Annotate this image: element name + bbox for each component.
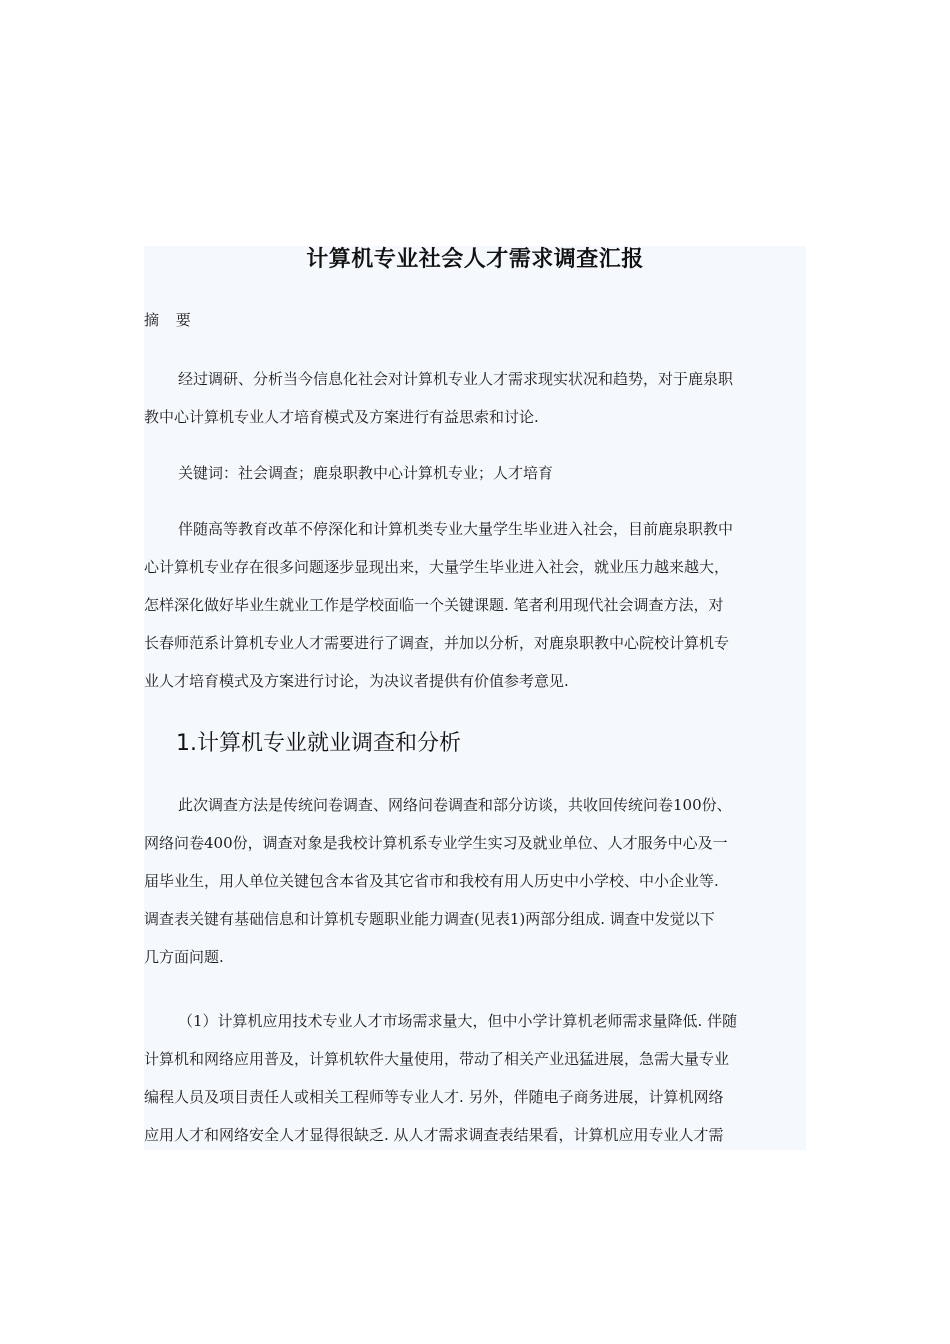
paragraph-line: 经过调研、分析当今信息化社会对计算机专业人才需求现实状况和趋势，对于鹿泉职 [178, 370, 734, 388]
abstract-paragraph [144, 360, 806, 436]
section-heading: 1.计算机专业就业调查和分析 [176, 731, 461, 756]
document-title: 计算机专业社会人才需求调查汇报 [306, 247, 644, 272]
keywords-paragraph [144, 454, 806, 492]
point1-paragraph [144, 1002, 806, 1150]
paragraph-line: 届毕业生，用人单位关键包含本省及其它省市和我校有用人历史中小学校、中小企业等. [144, 872, 719, 890]
paragraph-line: 网络问卷400份，调查对象是我校计算机系专业学生实习及就业单位、人才服务中心及一 [144, 834, 728, 852]
intro-paragraph [144, 510, 806, 700]
document-page [144, 246, 806, 1150]
paragraph-line: 心计算机专业存在很多问题逐步显现出来，大量学生毕业进入社会，就业压力越来越大， [144, 558, 730, 576]
keywords-line: 关键词：社会调查；鹿泉职教中心计算机专业；人才培育 [178, 464, 554, 482]
paragraph-line: 应用人才和网络安全人才显得很缺乏. 从人才需求调查表结果看，计算机应用专业人才需 [144, 1126, 724, 1144]
paragraph-line: 计算机和网络应用普及，计算机软件大量使用，带动了相关产业迅猛进展，急需大量专业 [144, 1050, 730, 1068]
paragraph-line: 教中心计算机专业人才培育模式及方案进行有益思索和讨论. [144, 408, 539, 426]
paragraph-line: 几方面问题. [144, 948, 224, 966]
section1-paragraph [144, 786, 806, 976]
paragraph-line: 此次调查方法是传统问卷调查、网络问卷调查和部分访谈，共收回传统问卷100份、 [178, 796, 732, 814]
paragraph-line: 调查表关键有基础信息和计算机专题职业能力调查(见表1)两部分组成. 调查中发觉以下 [144, 910, 715, 928]
paragraph-line: 业人才培育模式及方案进行讨论，为决议者提供有价值参考意见. [144, 672, 569, 690]
paragraph-line: 怎样深化做好毕业生就业工作是学校面临一个关键课题. 笔者利用现代社会调查方法，对 [144, 596, 724, 614]
paragraph-line: 编程人员及项目责任人或相关工程师等专业人才. 另外，伴随电子商务进展，计算机网络 [144, 1088, 724, 1106]
paragraph-line: 伴随高等教育改革不停深化和计算机类专业大量学生毕业进入社会，目前鹿泉职教中 [178, 520, 734, 538]
paragraph-line: （1）计算机应用技术专业人才市场需求量大，但中小学计算机老师需求量降低. 伴随 [178, 1012, 738, 1030]
paragraph-line: 长春师范系计算机专业人才需要进行了调查，并加以分析，对鹿泉职教中心院校计算机专 [144, 634, 730, 652]
abstract-label: 摘 要 [144, 311, 197, 329]
